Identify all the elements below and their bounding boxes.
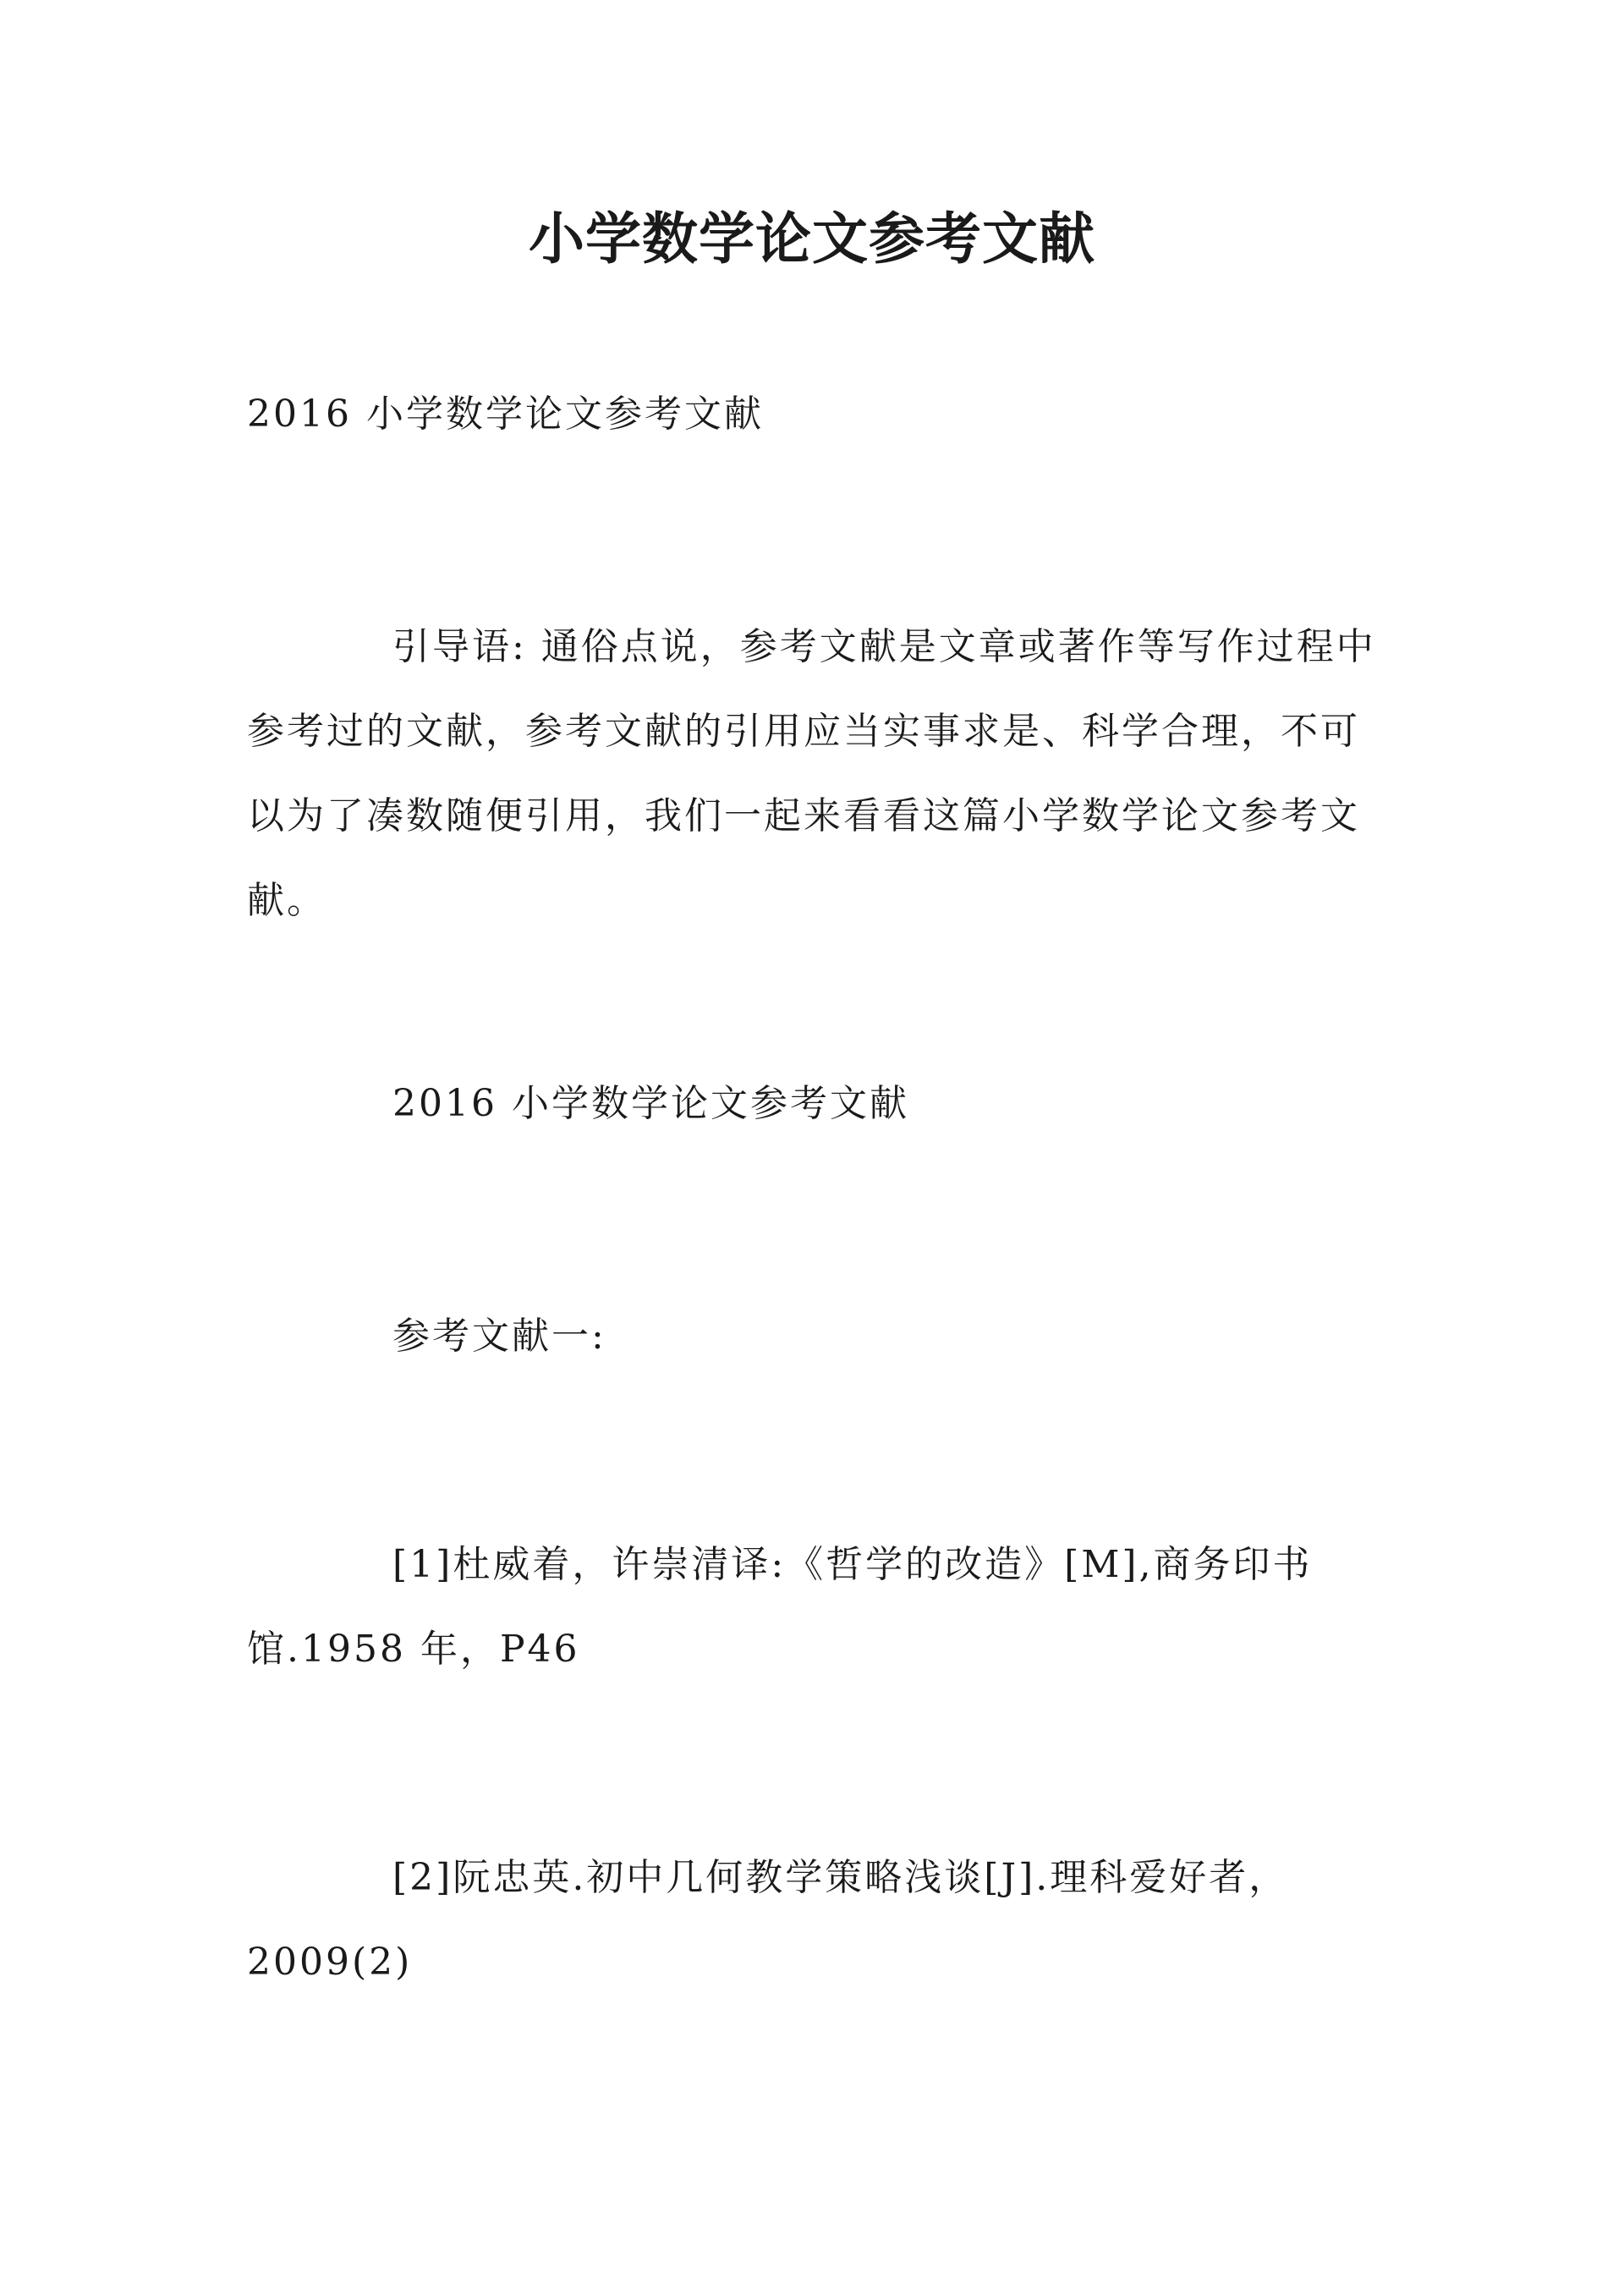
document-title: 小学数学论文参考文献 <box>529 206 1095 272</box>
reference-item: [1]杜威着，许崇清译:《哲学的改造》[M],商务印书馆.1958 年，P46 <box>247 1543 1313 1671</box>
reference-item: [2]阮忠英.初中几何教学策略浅谈[J].理科爱好者，2009(2) <box>247 1856 1289 1984</box>
reference-list-heading: 参考文献一: <box>392 1315 606 1358</box>
intro-paragraph: 引导语: 通俗点说，参考文献是文章或著作等写作过程中参考过的文献，参考文献的引用应当实事求是、科学合理，不可以为了凑数随便引用，我们一起来看看这篇小学数学论文参考文献。 <box>247 625 1376 922</box>
document-subtitle: 2016 小学数学论文参考文献 <box>247 393 764 436</box>
section-heading: 2016 小学数学论文参考文献 <box>392 1082 909 1125</box>
